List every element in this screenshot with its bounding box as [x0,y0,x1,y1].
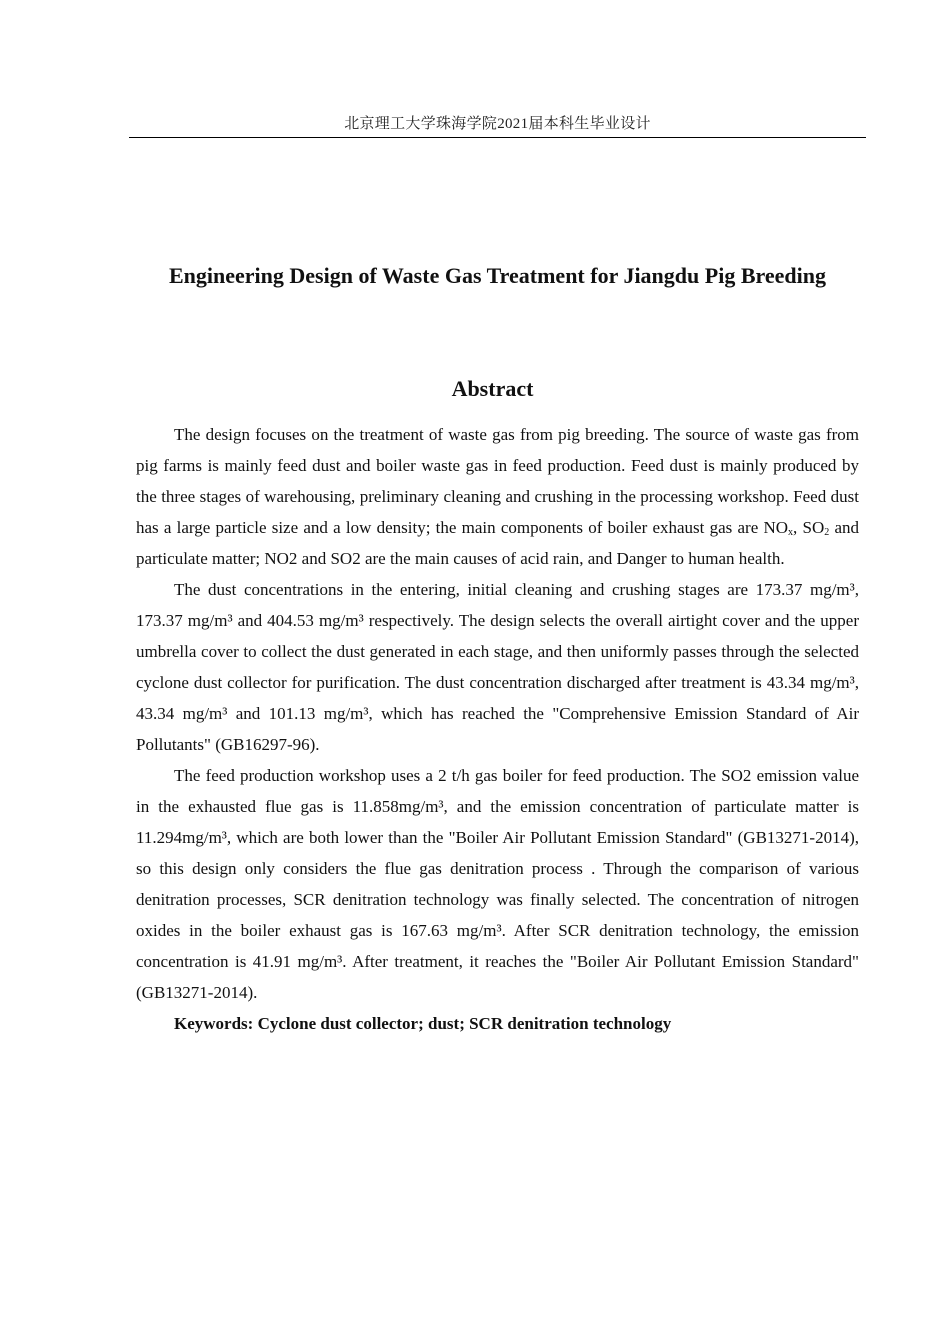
document-title: Engineering Design of Waste Gas Treatment for Jiangdu Pig Breeding [169,263,826,288]
abstract-paragraph-3: The feed production workshop uses a 2 t/h gas boiler for feed production. The SO2 emission value in the exhausted flue gas is 11.858mg/m³, and the emission concentration of particulate matter is 11.294mg/m³, which are both lower than the "Boiler Air Pollutant Emission Standard" (GB13271-2014), so this design only considers the flue gas denitration process . Through the comparison of various denitration processes, SCR denitration technology was finally selected. The concentration of nitrogen oxides in the boiler exhaust gas is 167.63 mg/m³. After SCR denitration technology, the emission concentration is 41.91 mg/m³. After treatment, it reaches the "Boiler Air Pollutant Emission Standard" (GB13271-2014). [136,766,859,1002]
abstract-paragraph-2: The dust concentrations in the entering, initial cleaning and crushing stages are 173.37 mg/m³, 173.37 mg/m³ and 404.53 mg/m³ respectively. The design selects the overall airtight cover and the upper umbrella cover to collect the dust generated in each stage, and then uniformly passes through the selected cyclone dust collector for purification. The dust concentration discharged after treatment is 43.34 mg/m³, 43.34 mg/m³ and 101.13 mg/m³, which has reached the "Comprehensive Emission Standard of Air Pollutants" (GB16297-96). [136,580,859,754]
abstract-body [136,419,859,1039]
nox-subscript: x [788,527,794,538]
paragraph-1-text-start: The design focuses on the treatment of waste gas from pig breeding. The source of waste gas from pig farms is mainly feed dust and boiler waste gas in feed production. Feed dust is mainly produced by the three stages of warehousing, preliminary cleaning and crushing in the processing workshop. Feed dust has a large particle size and a low density; the main components of boiler exhaust gas are NO [136,425,859,537]
keywords-line: Keywords: Cyclone dust collector; dust; SCR denitration technology [174,1014,672,1033]
page-header [129,112,866,138]
abstract-paragraph-1 [136,419,859,574]
paragraph-1-text-middle: , SO [793,518,825,537]
abstract-heading: Abstract [451,376,534,401]
paragraph-1-text-end: and particulate matter; NO2 and SO2 are the main causes of acid rain, and Danger to human health. [136,518,859,568]
so2-subscript: 2 [824,527,830,538]
header-institution-line: 北京理工大学珠海学院2021届本科生毕业设计 [344,116,651,132]
